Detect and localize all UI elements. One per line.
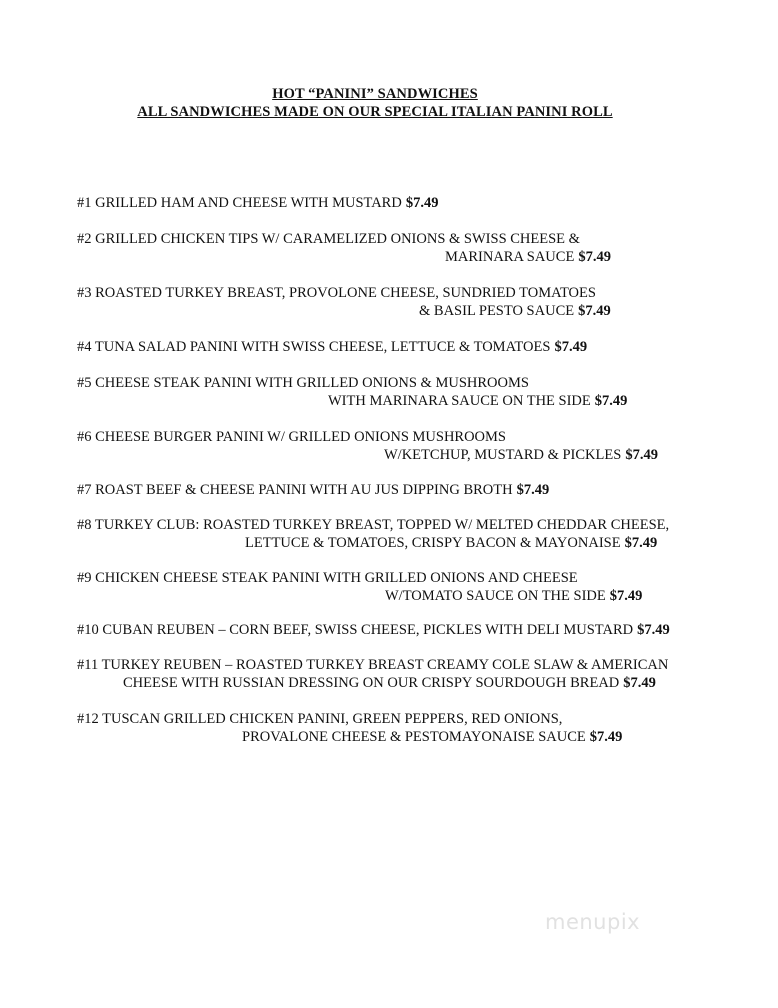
watermark-logo: menupix	[545, 910, 641, 934]
menu-item-price: $7.49	[609, 588, 643, 604]
menu-item-continuation	[77, 302, 611, 320]
menu-subtitle: ALL SANDWICHES MADE ON OUR SPECIAL ITALIAN PANINI ROLL	[137, 104, 613, 120]
menu-item-description: #9 CHICKEN CHEESE STEAK PANINI WITH GRILLED ONIONS AND CHEESE	[77, 570, 578, 586]
menu-item-price: $7.49	[637, 622, 670, 638]
menu-item-price: $7.49	[578, 249, 611, 265]
menu-item-1	[77, 194, 438, 212]
menu-title: HOT “PANINI” SANDWICHES	[272, 86, 478, 102]
menu-item-price: $7.49	[625, 447, 658, 463]
menu-item-description: #8 TURKEY CLUB: ROASTED TURKEY BREAST, TOPPED W/ MELTED CHEDDAR CHEESE,	[77, 517, 670, 533]
menu-item-price: $7.49	[624, 535, 658, 551]
menu-item-2	[77, 230, 611, 266]
menu-item-description: #12 TUSCAN GRILLED CHICKEN PANINI, GREEN PEPPERS, RED ONIONS,	[77, 711, 563, 727]
menu-item-description: #2 GRILLED CHICKEN TIPS W/ CARAMELIZED ONIONS & SWISS CHEESE &	[77, 231, 580, 247]
menu-item-6	[77, 428, 658, 464]
menu-item-price: $7.49	[589, 729, 623, 745]
menu-item-description: #11 TURKEY REUBEN – ROASTED TURKEY BREAST CREAMY COLE SLAW & AMERICAN	[77, 657, 669, 673]
menu-item-description: #4 TUNA SALAD PANINI WITH SWISS CHEESE, LETTUCE & TOMATOES	[77, 339, 551, 355]
menu-item-price: $7.49	[405, 195, 439, 211]
menu-item-description: #7 ROAST BEEF & CHEESE PANINI WITH AU JUS DIPPING BROTH	[77, 482, 513, 498]
menu-item-description-line2: WITH MARINARA SAUCE ON THE SIDE	[328, 393, 591, 409]
menu-item-5	[77, 374, 627, 410]
menu-item-continuation	[77, 728, 622, 746]
menu-item-3	[77, 284, 611, 320]
menu-item-description-line2: PROVALONE CHEESE & PESTOMAYONAISE SAUCE	[242, 729, 586, 745]
menu-item-description-line2: MARINARA SAUCE	[445, 249, 575, 265]
menu-item-price: $7.49	[554, 339, 588, 355]
menu-item-price: $7.49	[578, 303, 611, 319]
menu-item-price: $7.49	[594, 393, 628, 409]
menu-item-price: $7.49	[623, 675, 656, 691]
menu-item-12	[77, 710, 622, 746]
menu-item-description: #1 GRILLED HAM AND CHEESE WITH MUSTARD	[77, 195, 402, 211]
menu-item-continuation	[77, 446, 658, 464]
menu-item-price: $7.49	[516, 482, 550, 498]
menu-item-description-line2: W/TOMATO SAUCE ON THE SIDE	[385, 588, 606, 604]
menu-item-9	[77, 569, 642, 605]
menu-item-description-line2: CHEESE WITH RUSSIAN DRESSING ON OUR CRISPY SOURDOUGH BREAD	[123, 675, 620, 691]
menu-item-continuation	[77, 392, 627, 410]
menu-item-10	[77, 621, 670, 639]
menu-item-4	[77, 338, 587, 356]
menu-item-description: #6 CHEESE BURGER PANINI W/ GRILLED ONIONS MUSHROOMS	[77, 429, 506, 445]
menu-item-description: #10 CUBAN REUBEN – CORN BEEF, SWISS CHEESE, PICKLES WITH DELI MUSTARD	[77, 622, 634, 638]
menu-item-description: #3 ROASTED TURKEY BREAST, PROVOLONE CHEESE, SUNDRIED TOMATOES	[77, 285, 596, 301]
menu-item-continuation	[77, 674, 668, 692]
menu-item-description-line2: & BASIL PESTO SAUCE	[419, 303, 575, 319]
menu-item-continuation	[77, 248, 611, 266]
menu-item-continuation	[77, 534, 669, 552]
menu-item-11	[77, 656, 668, 692]
menu-item-continuation	[77, 587, 642, 605]
menu-item-description: #5 CHEESE STEAK PANINI WITH GRILLED ONIONS & MUSHROOMS	[77, 375, 529, 391]
menu-item-description-line2: W/KETCHUP, MUSTARD & PICKLES	[384, 447, 622, 463]
menu-item-description-line2: LETTUCE & TOMATOES, CRISPY BACON & MAYONAISE	[245, 535, 621, 551]
menu-item-7	[77, 481, 549, 499]
menu-item-8	[77, 516, 669, 552]
